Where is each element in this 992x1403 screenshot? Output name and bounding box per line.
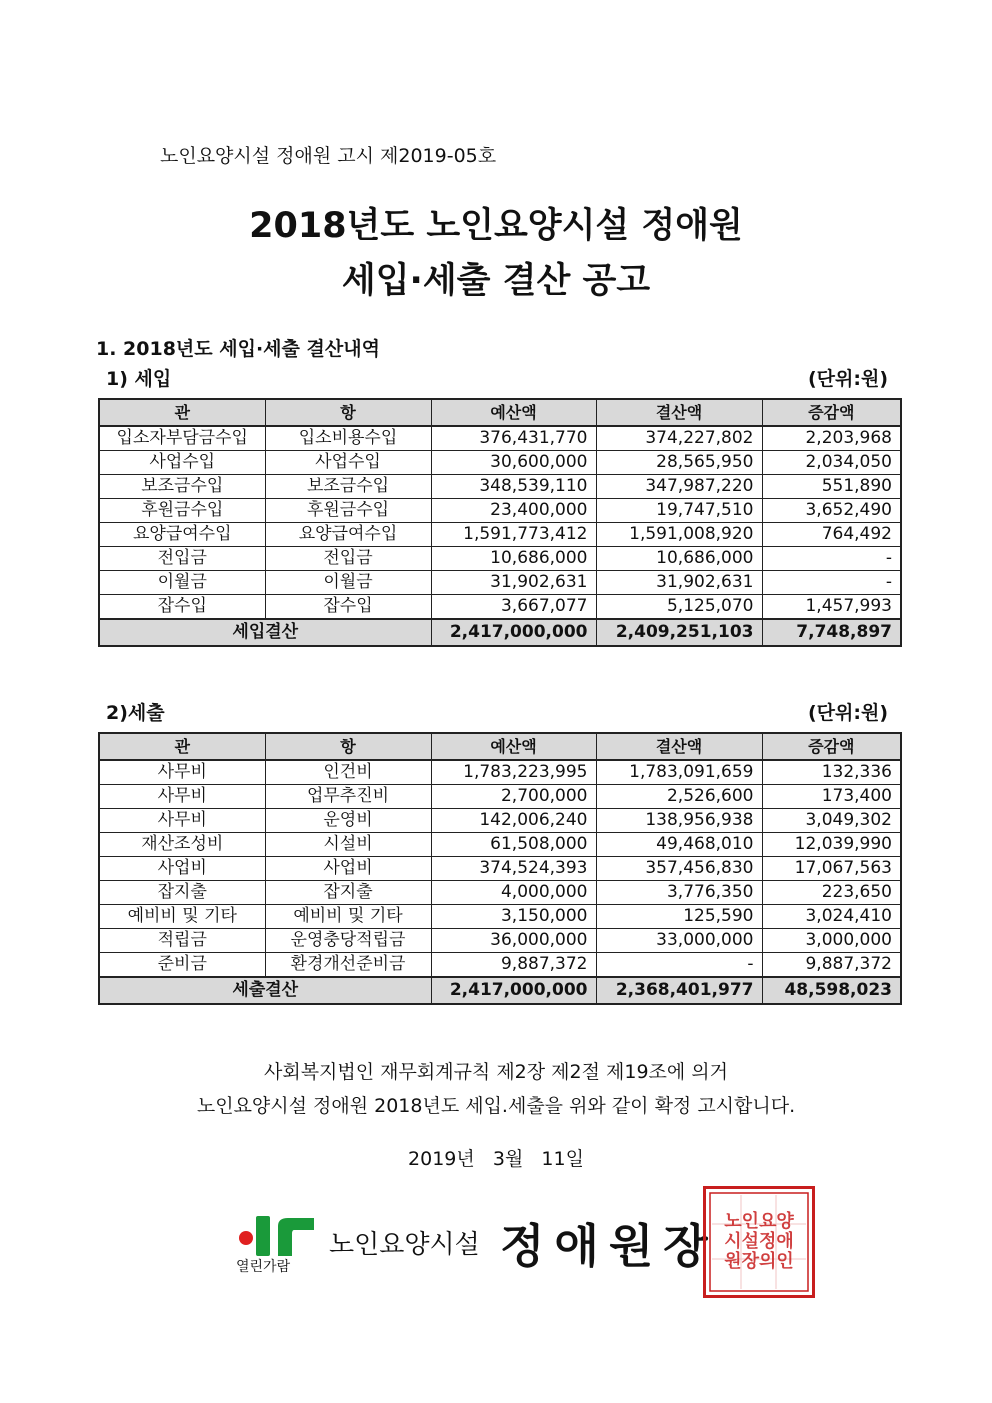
table-cell: 10,686,000 bbox=[596, 547, 762, 571]
official-seal-stamp bbox=[703, 1186, 815, 1298]
table-row bbox=[99, 571, 901, 595]
table-cell: 2,700,000 bbox=[431, 785, 596, 809]
total-cell: 2,368,401,977 bbox=[596, 977, 762, 1004]
table-cell: 입소비용수입 bbox=[265, 426, 431, 451]
table-row bbox=[99, 929, 901, 953]
table-cell: 17,067,563 bbox=[762, 857, 901, 881]
revenue-table bbox=[98, 398, 902, 647]
table-cell: 후원금수입 bbox=[99, 499, 265, 523]
seal-text-label: 노인요양시설정애원장의인 bbox=[724, 1211, 794, 1272]
table-cell: 사업수입 bbox=[265, 451, 431, 475]
expenditure-unit: (단위:원) bbox=[807, 702, 888, 724]
table-cell: 운영비 bbox=[265, 809, 431, 833]
revenue-unit: (단위:원) bbox=[807, 368, 888, 390]
table-cell: 사업수입 bbox=[99, 451, 265, 475]
column-header: 증감액 bbox=[762, 399, 901, 426]
table-cell: 2,526,600 bbox=[596, 785, 762, 809]
table-cell: 사무비 bbox=[99, 785, 265, 809]
table-cell: 357,456,830 bbox=[596, 857, 762, 881]
table-cell: 보조금수입 bbox=[265, 475, 431, 499]
table-cell: 347,987,220 bbox=[596, 475, 762, 499]
table-cell: 33,000,000 bbox=[596, 929, 762, 953]
column-header: 결산액 bbox=[596, 733, 762, 760]
table-cell: 376,431,770 bbox=[431, 426, 596, 451]
column-header: 예산액 bbox=[431, 399, 596, 426]
logo-green-r-icon bbox=[278, 1218, 314, 1256]
table-row bbox=[99, 809, 901, 833]
table-cell: 173,400 bbox=[762, 785, 901, 809]
seal-text bbox=[706, 1189, 812, 1295]
table-cell: 시설비 bbox=[265, 833, 431, 857]
table-cell: 운영충당적립금 bbox=[265, 929, 431, 953]
table-cell: 적립금 bbox=[99, 929, 265, 953]
table-row bbox=[99, 523, 901, 547]
table-cell: 요양급여수입 bbox=[265, 523, 431, 547]
table-cell: 348,539,110 bbox=[431, 475, 596, 499]
table-cell: 10,686,000 bbox=[431, 547, 596, 571]
total-cell: 7,748,897 bbox=[762, 619, 901, 646]
table-cell: 9,887,372 bbox=[431, 953, 596, 978]
table-cell: 764,492 bbox=[762, 523, 901, 547]
table-cell: 132,336 bbox=[762, 760, 901, 785]
table-cell: 4,000,000 bbox=[431, 881, 596, 905]
table-row bbox=[99, 881, 901, 905]
table-row bbox=[99, 499, 901, 523]
table-cell: 요양급여수입 bbox=[99, 523, 265, 547]
table-cell: 31,902,631 bbox=[596, 571, 762, 595]
column-header: 관 bbox=[99, 733, 265, 760]
table-cell: 3,652,490 bbox=[762, 499, 901, 523]
table-cell: 사무비 bbox=[99, 809, 265, 833]
table-cell: 3,150,000 bbox=[431, 905, 596, 929]
institution-name: 정애원장 bbox=[500, 1219, 718, 1273]
notice-number: 노인요양시설 정애원 고시 제2019-05호 bbox=[160, 145, 497, 167]
table-cell: 이월금 bbox=[99, 571, 265, 595]
page-title-line1: 2018년도 노인요양시설 정애원 bbox=[249, 206, 743, 246]
table-cell: 사업비 bbox=[265, 857, 431, 881]
table-row bbox=[99, 785, 901, 809]
table-cell: 전입금 bbox=[99, 547, 265, 571]
table-row bbox=[99, 451, 901, 475]
table-cell: 138,956,938 bbox=[596, 809, 762, 833]
table-cell: 예비비 및 기타 bbox=[99, 905, 265, 929]
total-cell: 2,417,000,000 bbox=[431, 977, 596, 1004]
total-row bbox=[99, 619, 901, 646]
table-cell: 재산조성비 bbox=[99, 833, 265, 857]
table-row bbox=[99, 426, 901, 451]
table-cell: 19,747,510 bbox=[596, 499, 762, 523]
table-cell: 잡수입 bbox=[265, 595, 431, 620]
table-cell: 31,902,631 bbox=[431, 571, 596, 595]
table-cell: 9,887,372 bbox=[762, 953, 901, 978]
table-cell: 49,468,010 bbox=[596, 833, 762, 857]
table-row bbox=[99, 760, 901, 785]
table-cell: - bbox=[762, 547, 901, 571]
table-cell: 잡지출 bbox=[99, 881, 265, 905]
table-row bbox=[99, 857, 901, 881]
table-cell: 환경개선준비금 bbox=[265, 953, 431, 978]
column-header: 증감액 bbox=[762, 733, 901, 760]
section-heading: 1. 2018년도 세입·세출 결산내역 bbox=[96, 338, 380, 360]
table-cell: 인건비 bbox=[265, 760, 431, 785]
table-row bbox=[99, 953, 901, 978]
logo-text: 열린가람 bbox=[236, 1259, 291, 1275]
table-cell: 374,227,802 bbox=[596, 426, 762, 451]
page-title-line2: 세입·세출 결산 공고 bbox=[341, 261, 651, 301]
revenue-label: 1) 세입 bbox=[106, 368, 172, 390]
table-cell: 12,039,990 bbox=[762, 833, 901, 857]
table-cell: 업무추진비 bbox=[265, 785, 431, 809]
table-cell: 223,650 bbox=[762, 881, 901, 905]
table-cell: 1,457,993 bbox=[762, 595, 901, 620]
total-cell: 48,598,023 bbox=[762, 977, 901, 1004]
table-cell: 3,049,302 bbox=[762, 809, 901, 833]
institution-type: 노인요양시설 bbox=[329, 1230, 480, 1260]
table-cell: 551,890 bbox=[762, 475, 901, 499]
table-cell: 2,203,968 bbox=[762, 426, 901, 451]
total-cell: 2,409,251,103 bbox=[596, 619, 762, 646]
table-cell: 125,590 bbox=[596, 905, 762, 929]
table-cell: 전입금 bbox=[265, 547, 431, 571]
table-cell: 23,400,000 bbox=[431, 499, 596, 523]
table-cell: 1,591,773,412 bbox=[431, 523, 596, 547]
table-cell: 입소자부담금수입 bbox=[99, 426, 265, 451]
table-cell: - bbox=[762, 571, 901, 595]
table-cell: 5,125,070 bbox=[596, 595, 762, 620]
table-cell: 2,034,050 bbox=[762, 451, 901, 475]
revenue-header-row bbox=[99, 399, 901, 426]
table-row bbox=[99, 905, 901, 929]
total-cell: 세출결산 bbox=[99, 977, 431, 1004]
table-cell: 3,667,077 bbox=[431, 595, 596, 620]
table-cell: 사업비 bbox=[99, 857, 265, 881]
logo-green-stroke-icon bbox=[256, 1216, 270, 1256]
logo-red-dot-icon bbox=[239, 1231, 253, 1245]
table-cell: 1,783,223,995 bbox=[431, 760, 596, 785]
column-header: 결산액 bbox=[596, 399, 762, 426]
table-cell: 1,591,008,920 bbox=[596, 523, 762, 547]
table-cell: 61,508,000 bbox=[431, 833, 596, 857]
column-header: 관 bbox=[99, 399, 265, 426]
table-cell: 잡수입 bbox=[99, 595, 265, 620]
table-cell: 3,776,350 bbox=[596, 881, 762, 905]
table-cell: 28,565,950 bbox=[596, 451, 762, 475]
table-cell: 준비금 bbox=[99, 953, 265, 978]
table-cell: 보조금수입 bbox=[99, 475, 265, 499]
table-row bbox=[99, 595, 901, 620]
table-cell: 잡지출 bbox=[265, 881, 431, 905]
total-cell: 2,417,000,000 bbox=[431, 619, 596, 646]
column-header: 항 bbox=[265, 733, 431, 760]
notice-date: 2019년 3월 11일 bbox=[408, 1148, 584, 1170]
total-cell: 세입결산 bbox=[99, 619, 431, 646]
expenditure-label: 2)세출 bbox=[106, 702, 165, 724]
table-cell: 374,524,393 bbox=[431, 857, 596, 881]
table-cell: 142,006,240 bbox=[431, 809, 596, 833]
table-row bbox=[99, 547, 901, 571]
table-cell: 1,783,091,659 bbox=[596, 760, 762, 785]
closing-line1: 사회복지법인 재무회계규칙 제2장 제2절 제19조에 의거 bbox=[264, 1061, 728, 1083]
table-cell: 36,000,000 bbox=[431, 929, 596, 953]
column-header: 항 bbox=[265, 399, 431, 426]
table-cell: 3,024,410 bbox=[762, 905, 901, 929]
table-row bbox=[99, 475, 901, 499]
expenditure-table bbox=[98, 732, 902, 1005]
table-cell: 사무비 bbox=[99, 760, 265, 785]
table-cell: 이월금 bbox=[265, 571, 431, 595]
table-cell: 후원금수입 bbox=[265, 499, 431, 523]
table-row bbox=[99, 833, 901, 857]
table-cell: 30,600,000 bbox=[431, 451, 596, 475]
table-cell: - bbox=[596, 953, 762, 978]
table-cell: 3,000,000 bbox=[762, 929, 901, 953]
table-cell: 예비비 및 기타 bbox=[265, 905, 431, 929]
expenditure-header-row bbox=[99, 733, 901, 760]
closing-line2: 노인요양시설 정애원 2018년도 세입.세출을 위와 같이 확정 고시합니다. bbox=[196, 1095, 796, 1117]
total-row bbox=[99, 977, 901, 1004]
column-header: 예산액 bbox=[431, 733, 596, 760]
